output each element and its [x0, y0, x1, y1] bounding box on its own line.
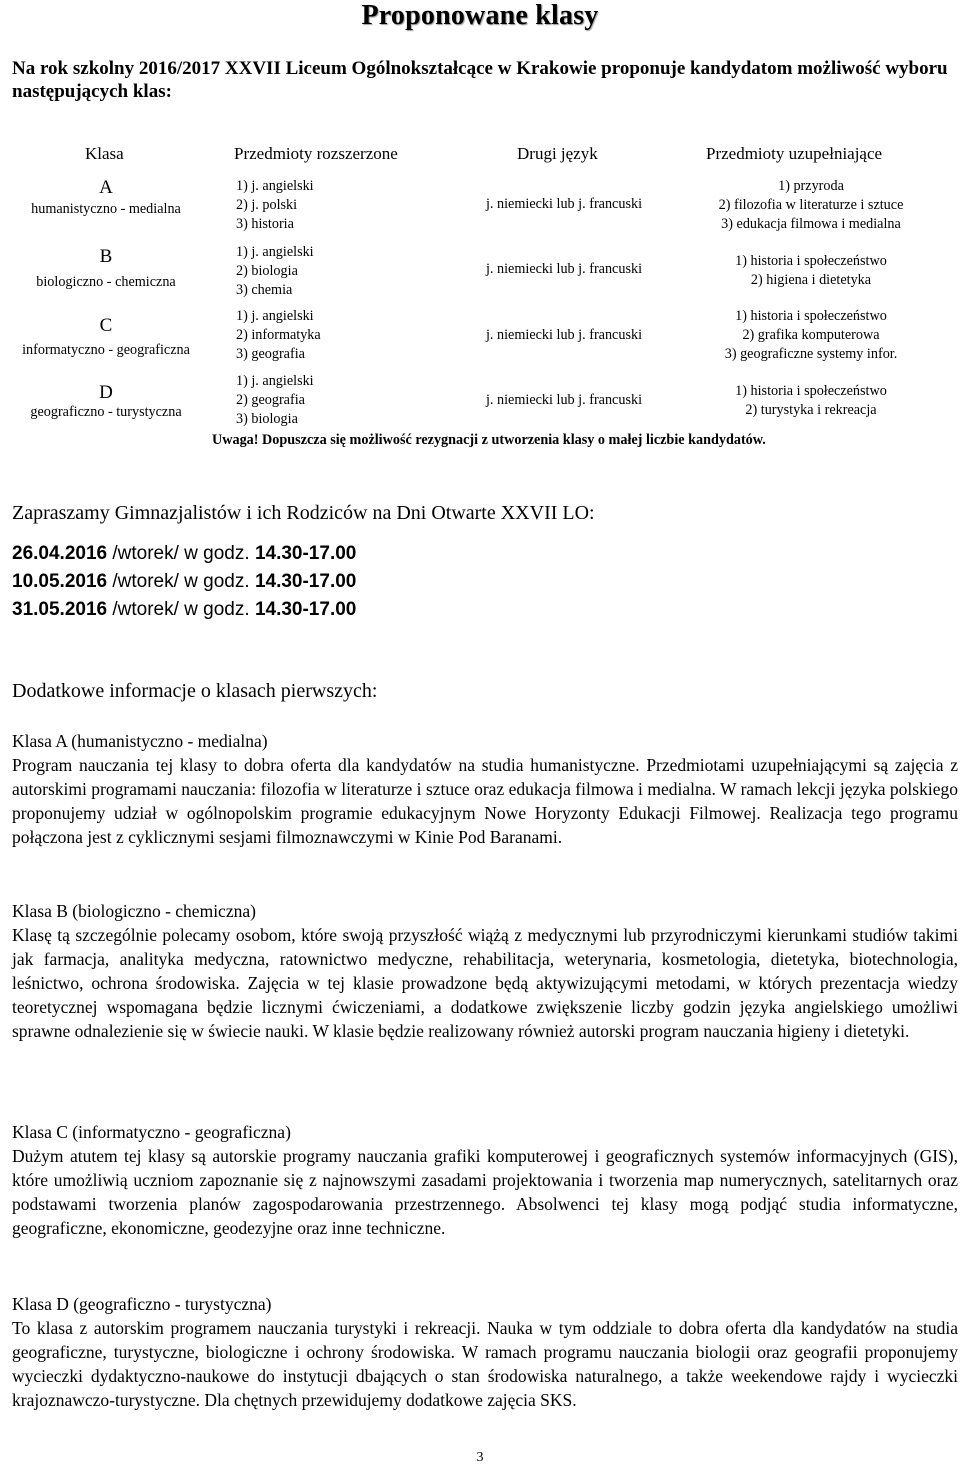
- section-heading: Klasa B (biologiczno - chemiczna): [12, 901, 256, 921]
- complementary-item: 3) geograficzne systemy infor.: [724, 346, 898, 362]
- open-day-date: 10.05.2016: [12, 571, 108, 592]
- extended-item: 1) j. angielski: [236, 308, 314, 324]
- complementary-item: 1) przyroda: [778, 178, 844, 194]
- class-name: biologiczno - chemiczna: [36, 274, 176, 290]
- class-description-d: [12, 1292, 958, 1412]
- extended-item: 3) biologia: [236, 411, 298, 427]
- note-text: Dopuszcza się możliwość rezygnacji z utworzenia klasy o małej liczbie kandydatów.: [262, 432, 766, 448]
- complementary-subjects: [680, 177, 942, 234]
- extended-item: 2) informatyka: [236, 327, 321, 343]
- extended-item: 1) j. angielski: [236, 244, 314, 260]
- section-heading: Klasa A (humanistyczno - medialna): [12, 731, 268, 751]
- extended-subjects: [236, 177, 314, 234]
- class-letter: A: [99, 177, 113, 198]
- complementary-subjects: [680, 252, 942, 290]
- header-rozszerzone: Przedmioty rozszerzone: [234, 144, 398, 163]
- section-heading: Klasa D (geograficzno - turystyczna): [12, 1294, 272, 1314]
- extended-item: 3) historia: [236, 216, 294, 232]
- section-body: Dużym atutem tej klasy są autorskie programy nauczania grafiki komputerowej i geograficznych systemów informacyjnych (GIS), które umożliwią uczniom zapoznanie się z najnowszymi zasadami projektowania i tworzenia map numerycznych, satelitarnych oraz podstawami tworzenia planów zagospodarowania przestrzennego. Absolwenci tej klasy mogą podjąć studia informatyczne, geograficzne, ekonomiczne, geodezyjne oraz inne techniczne.: [12, 1146, 958, 1238]
- class-description-b: [12, 899, 958, 1043]
- complementary-item: 2) turystyka i rekreacja: [745, 402, 877, 418]
- section-body: To klasa z autorskim programem nauczania turystyki i rekreacji. Nauka w tym oddziale to dobra oferta dla kandydatów na studia geograficzne, turystyczne, biologiczne i ochrony środowiska. W ramach programu nauczania biologii oraz geografii proponujemy wycieczki dydaktyczno-naukowe do instytucji dbających o stan środowiska naturalnego, a także weekendowe rajdy i wycieczki krajoznawczo-turystyczne. Dla chętnych przewidujemy dodatkowe zajęcia SKS.: [12, 1318, 958, 1410]
- open-day-date: 26.04.2016: [12, 543, 108, 564]
- open-days-invite: Zapraszamy Gimnazjalistów i ich Rodziców na Dni Otwarte XXVII LO:: [12, 502, 595, 524]
- extended-subjects: [236, 307, 321, 364]
- section-heading: Klasa C (informatyczno - geograficzna): [12, 1122, 291, 1142]
- open-day-date: 31.05.2016: [12, 599, 108, 620]
- table-row: [0, 177, 960, 239]
- second-language: j. niemiecki lub j. francuski: [485, 392, 643, 408]
- extended-subjects: [236, 243, 314, 300]
- table-row: [0, 372, 960, 434]
- info-title: Dodatkowe informacje o klasach pierwszych:: [12, 680, 378, 702]
- section-body: Klasę tą szczególnie polecamy osobom, które swoją przyszłość wiążą z medycznymi lub przyrodniczymi kierunkami studiów takimi jak farmacja, analityka medyczna, ratownictwo medyczne, rehabilitacja, weterynaria, kosmetologia, dietetyka, biotechnologia, leśnictwo, ochrona środowiska. Zajęcia w tej klasie prowadzone będą aktywizującymi metodami, w których prezentacja wiedzy teoretycznej wspomagana będzie licznymi ćwiczeniami, a dodatkowe zwiększenie liczby godzin języka angielskiego umożliwi sprawne odnalezienie się w świecie nauki. W klasie będzie realizowany również autorski program nauczania higieny i dietetyki.: [12, 925, 958, 1041]
- intro-text: Na rok szkolny 2016/2017 XXVII Liceum Ogólnokształcące w Krakowie proponuje kandydatom możliwość wyboru następujących klas:: [12, 58, 948, 102]
- page-number: 3: [476, 1450, 484, 1465]
- complementary-item: 2) filozofia w literaturze i sztuce: [718, 197, 904, 213]
- open-days-dates: [12, 540, 356, 624]
- open-day-weekday: /wtorek/ w godz.: [107, 599, 255, 620]
- open-day-weekday: /wtorek/ w godz.: [107, 543, 255, 564]
- note-label: Uwaga!: [212, 432, 259, 448]
- complementary-subjects: [680, 307, 942, 364]
- open-day-item: [12, 540, 356, 568]
- second-language: j. niemiecki lub j. francuski: [485, 196, 643, 212]
- extended-item: 3) geografia: [236, 346, 305, 362]
- extended-item: 1) j. angielski: [236, 178, 314, 194]
- complementary-subjects: [680, 382, 942, 420]
- complementary-item: 1) historia i społeczeństwo: [735, 253, 887, 269]
- extended-item: 2) j. polski: [236, 197, 298, 213]
- open-day-time: 14.30-17.00: [254, 543, 357, 564]
- second-language: j. niemiecki lub j. francuski: [485, 261, 643, 277]
- page-title: Proponowane klasy: [361, 0, 599, 31]
- class-letter: B: [99, 246, 113, 267]
- extended-item: 3) chemia: [236, 282, 293, 298]
- table-header: [0, 144, 960, 166]
- complementary-item: 1) historia i społeczeństwo: [735, 308, 887, 324]
- class-name: geograficzno - turystyczna: [30, 404, 182, 420]
- class-description-c: [12, 1120, 958, 1240]
- open-day-weekday: /wtorek/ w godz.: [107, 571, 255, 592]
- note: [212, 432, 766, 449]
- open-day-item: [12, 596, 356, 624]
- complementary-item: 3) edukacja filmowa i medialna: [721, 216, 901, 232]
- second-language: j. niemiecki lub j. francuski: [485, 327, 643, 343]
- open-day-time: 14.30-17.00: [254, 599, 357, 620]
- extended-item: 1) j. angielski: [236, 373, 314, 389]
- extended-item: 2) geografia: [236, 392, 305, 408]
- extended-item: 2) biologia: [236, 263, 298, 279]
- class-name: informatyczno - geograficzna: [22, 342, 190, 358]
- complementary-item: 2) higiena i dietetyka: [750, 272, 872, 288]
- open-day-item: [12, 568, 356, 596]
- complementary-item: 1) historia i społeczeństwo: [735, 383, 887, 399]
- header-klasa: Klasa: [85, 144, 124, 163]
- table-row: [0, 243, 960, 305]
- class-name: humanistyczno - medialna: [31, 201, 181, 217]
- extended-subjects: [236, 372, 314, 429]
- class-description-a: [12, 729, 958, 849]
- header-uzupelniajace: Przedmioty uzupełniające: [706, 144, 883, 163]
- section-body: Program nauczania tej klasy to dobra oferta dla kandydatów na studia humanistyczne. Przedmiotami uzupełniającymi są zajęcia z autorskimi programami nauczania: filozofia w literaturze i sztuce oraz edukacja filmowa i medialna. W ramach lekcji języka polskiego proponujemy udział w ogólnopolskim programie edukacyjnym Nowe Horyzonty Edukacji Filmowej. Realizacja tego programu połączona jest z cyklicznymi sesjami filmoznawczymi w Kinie Pod Baranami.: [12, 755, 958, 847]
- header-jezyk: Drugi język: [517, 144, 598, 163]
- class-letter: C: [99, 315, 113, 336]
- class-letter: D: [99, 382, 113, 403]
- complementary-item: 2) grafika komputerowa: [742, 327, 880, 343]
- open-day-time: 14.30-17.00: [254, 571, 357, 592]
- table-row: [0, 307, 960, 369]
